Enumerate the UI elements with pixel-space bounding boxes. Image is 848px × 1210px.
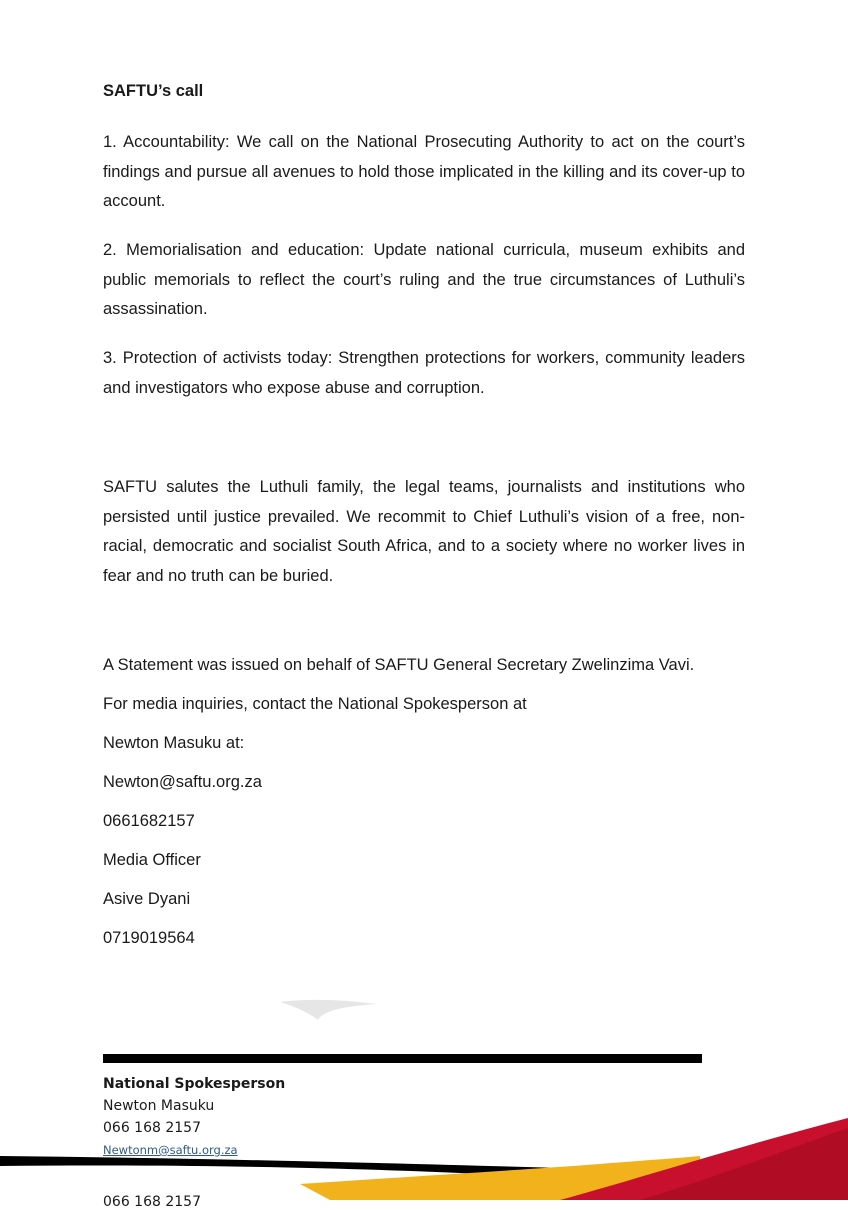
section-heading: SAFTU’s call [103, 82, 204, 100]
spokesperson-phone: 0661682157 [103, 812, 195, 830]
spokesperson-line: Newton Masuku at: [103, 734, 245, 752]
footer-swoosh-graphic [0, 1118, 848, 1200]
footer-phone: 066 168 2157 [103, 1120, 201, 1136]
footer-phone-cutoff: 066 168 2157 [103, 1194, 201, 1210]
call-point-memorialisation: 2. Memorialisation and education: Update national curricula, museum exhibits and public memorials to reflect the court’s ruling and the true circumstances of Luthuli’s assassination. [103, 241, 745, 318]
media-inquiries-line: For media inquiries, contact the National Spokesperson at [103, 695, 527, 713]
media-officer-title: Media Officer [103, 851, 201, 869]
statement-line: A Statement was issued on behalf of SAFTU General Secretary Zwelinzima Vavi. [103, 656, 695, 674]
faint-watermark-swoosh [278, 996, 378, 1022]
footer-email-link[interactable]: Newtonm@saftu.org.za [103, 1143, 238, 1157]
salute-paragraph: SAFTU salutes the Luthuli family, the legal teams, journalists and institutions who persisted until justice prevailed. We recommit to Chief Luthuli’s vision of a free, non-racial, democratic and socialist South Africa, and to a society where no worker lives in fear and no truth can be buried. [103, 478, 745, 585]
footer-divider [103, 1054, 702, 1063]
spokesperson-email[interactable]: Newton@saftu.org.za [103, 773, 262, 791]
footer-title: National Spokesperson [103, 1076, 286, 1092]
call-point-accountability: 1. Accountability: We call on the National Prosecuting Authority to act on the court’s findings and pursue all avenues to hold those implicated in the killing and its cover-up to account. [103, 133, 745, 210]
media-officer-name: Asive Dyani [103, 890, 191, 908]
footer-name: Newton Masuku [103, 1098, 215, 1114]
call-point-protection: 3. Protection of activists today: Strengthen protections for workers, community leaders and investigators who expose abuse and corruption. [103, 349, 745, 397]
media-officer-phone: 0719019564 [103, 929, 195, 947]
